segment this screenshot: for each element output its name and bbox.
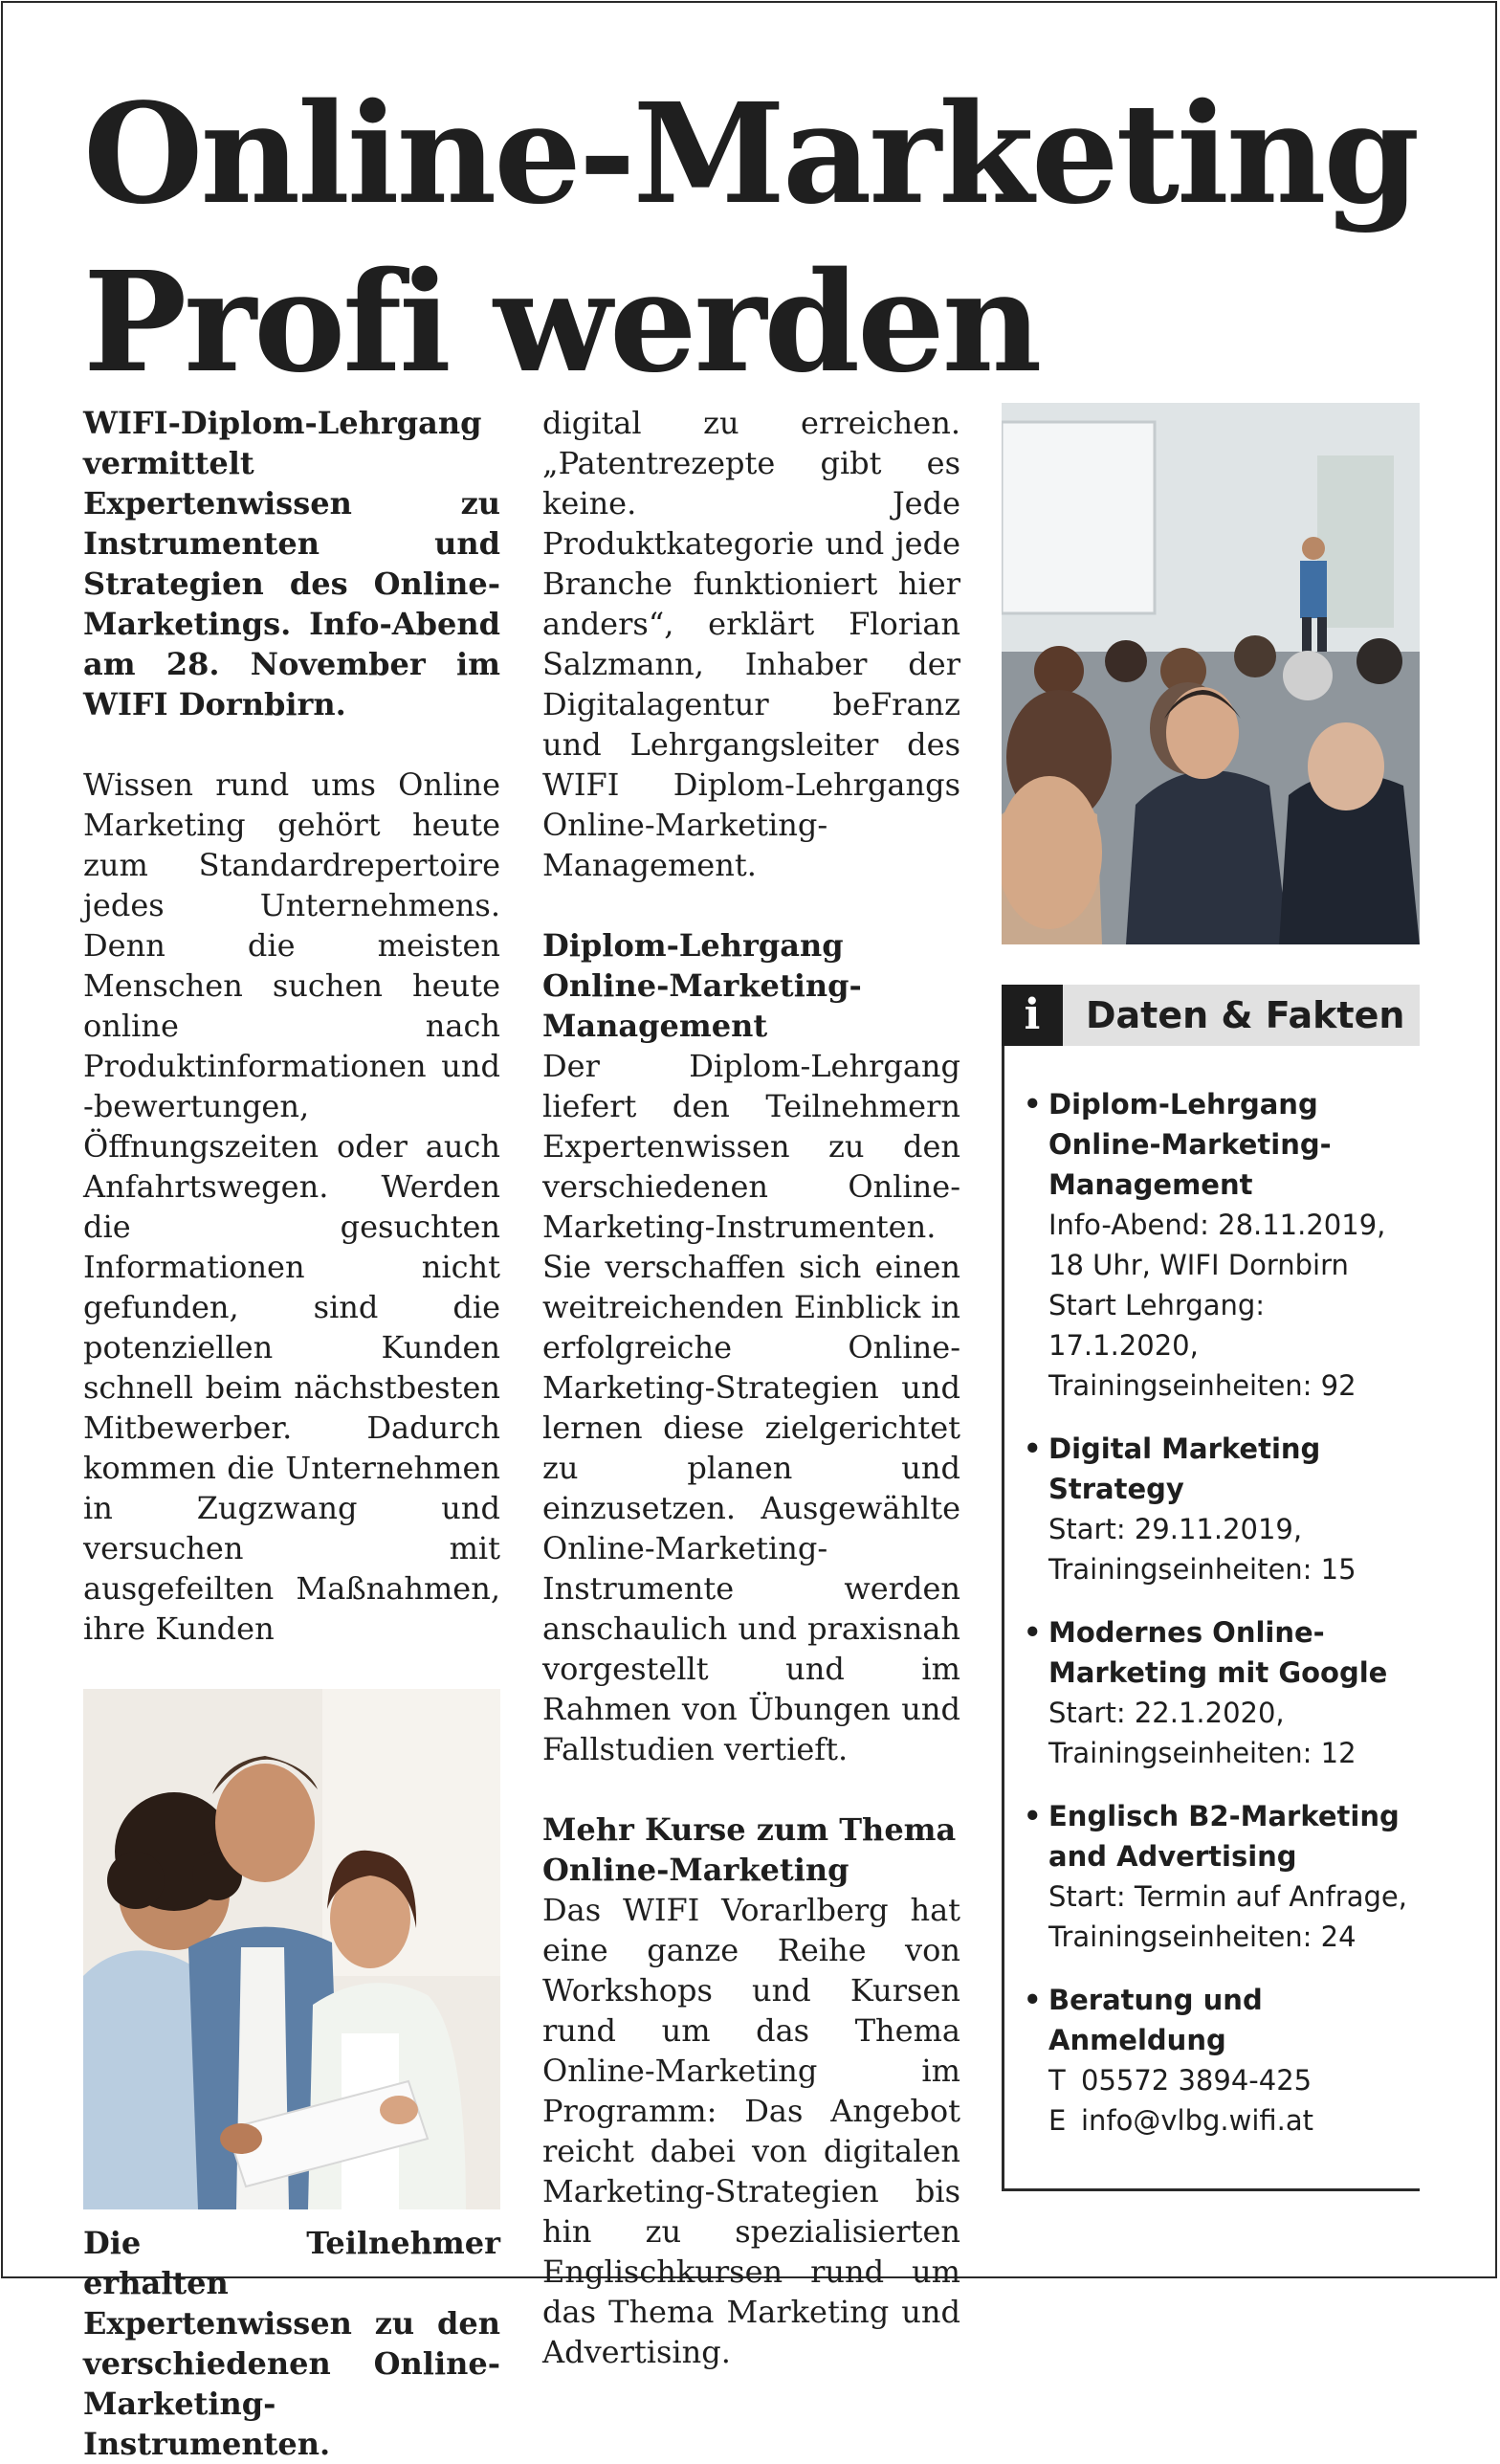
team-photo xyxy=(83,1689,500,2209)
fact-item xyxy=(1048,1612,1416,1773)
subhead-diplom: Diplom-Lehrgang Online-Marketing-Management xyxy=(542,927,862,1044)
fact-title: • Englisch B2-Marketing and Advertising xyxy=(1048,1800,1400,1873)
fact-body: Info-Abend: 28.11.2019, 18 Uhr, WIFI Dornbirn Start Lehrgang: 17.1.2020, Trainingseinheiten: 92 xyxy=(1048,1209,1386,1402)
email-address: info@vlbg.wifi.at xyxy=(1081,2104,1314,2137)
fact-title: • Diplom-Lehrgang Online-Marketing-Management xyxy=(1048,1088,1332,1201)
article-page xyxy=(1,1,1497,2462)
phone-row xyxy=(1048,2060,1416,2100)
phone-key: T xyxy=(1048,2064,1066,2097)
contact-title: • Beratung und Anmeldung xyxy=(1048,1984,1263,2056)
fact-item xyxy=(1048,1084,1416,1406)
facts-list xyxy=(1004,1084,1420,2141)
fact-item xyxy=(1048,1429,1416,1589)
column-1 xyxy=(83,403,500,2464)
headline-line-2: Profi werden xyxy=(83,241,1040,403)
fact-body: Start: Termin auf Anfrage, Trainingseinheiten: 24 xyxy=(1048,1880,1407,1953)
phone-number: 05572 3894-425 xyxy=(1081,2064,1312,2097)
fact-title: • Modernes Online-Marketing mit Google xyxy=(1048,1616,1388,1689)
photo-caption: Die Teilnehmer erhalten Expertenwissen zu den verschiedenen Online-Marketing-Instrumenten. xyxy=(83,2225,500,2462)
column-2 xyxy=(542,403,960,2372)
fact-body: Start: 22.1.2020, Trainingseinheiten: 12 xyxy=(1048,1697,1357,1769)
team-photo-illustration xyxy=(83,1689,500,2209)
body-paragraph-4: Das WIFI Vorarlberg hat eine ganze Reihe von Workshops und Kursen rund um das Thema Online-Marketing im Programm: Das Angebot reicht dabei von digitalen Marketing-Strategien bis hin zu spezialisierten Englischkursen rund um das Thema Marketing und Advertising. xyxy=(542,1892,960,2370)
headline-line-1: Online-Marketing xyxy=(83,73,1418,234)
body-paragraph-2: digital zu erreichen. „Patentrezepte gibt es keine. Jede Produktkategorie und jede Branche funktioniert hier anders“, erklärt Florian Salzmann, Inhaber der Digitalagentur beFranz und Lehrgangsleiter des WIFI Diplom-Lehrgangs Online-Marketing-Management. xyxy=(542,405,960,883)
fact-item-contact xyxy=(1048,1980,1416,2141)
email-row xyxy=(1048,2100,1416,2141)
facts-header xyxy=(1002,985,1420,1046)
subhead-kurse: Mehr Kurse zum Thema Online-Marketing xyxy=(542,1811,957,1888)
fact-title: • Digital Marketing Strategy xyxy=(1048,1432,1321,1505)
email-key: E xyxy=(1048,2104,1067,2137)
facts-box xyxy=(1002,985,1420,2191)
body-paragraph-1: Wissen rund ums Online Marketing gehört heute zum Standardrepertoire jedes Unternehmens. Denn die meisten Menschen suchen heute online nach Produktinformationen und -bewertungen, Öffnungszeiten oder auch Anfahrtswegen. Werden die gesuchten Informationen nicht gefunden, sind die potenziellen Kunden schnell beim nächstbesten Mitbewerber. Dadurch kommen die Unternehmen in Zugzwang und versuchen mit ausgefeilten Maßnahmen, ihre Kunden xyxy=(83,766,500,1647)
body-paragraph-3: Der Diplom-Lehrgang liefert den Teilnehmern Expertenwissen zu den verschiedenen Online-Marketing-Instrumenten. Sie verschaffen sich einen weitreichenden Einblick in erfolgreiche Online-Marketing-Strategien und lernen diese zielgerichtet zu planen und einzusetzen. Ausgewählte Online-Marketing-Instrumente werden anschaulich und praxisnah vorgestellt und im Rahmen von Übungen und Fallstudien vertieft. xyxy=(542,1048,960,1767)
seminar-photo xyxy=(1002,403,1420,944)
info-icon: i xyxy=(1002,985,1063,1046)
column-3 xyxy=(1002,403,1420,2191)
seminar-photo-illustration xyxy=(1002,403,1420,944)
fact-body: Start: 29.11.2019, Trainingseinheiten: 15 xyxy=(1048,1513,1357,1586)
facts-title: Daten & Fakten xyxy=(1086,994,1405,1036)
fact-item xyxy=(1048,1796,1416,1957)
lead-paragraph: WIFI-Diplom-Lehrgang vermittelt Expertenwissen zu Instrumenten und Strategien des Online-Marketings. Info-Abend am 28. November im WIFI Dornbirn. xyxy=(83,405,500,722)
headline xyxy=(83,70,1442,407)
